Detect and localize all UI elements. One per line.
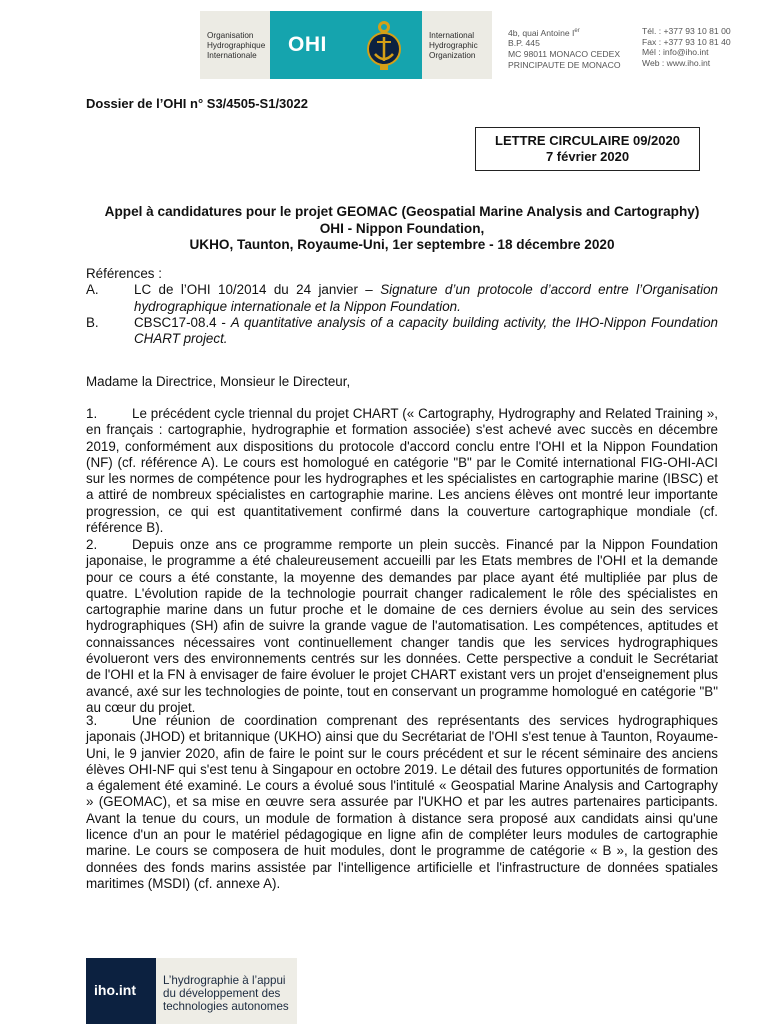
- anchor-emblem-icon: [364, 18, 404, 72]
- address-street: 4b, quai Antoine I: [508, 27, 575, 38]
- tagline-line: du développement des: [163, 987, 281, 1000]
- org-name-fr: [207, 31, 265, 61]
- paragraph-number: 3.: [86, 713, 98, 728]
- title-line: UKHO, Taunton, Royaume-Uni, 1er septembre - 18 décembre 2020: [189, 237, 615, 252]
- header-center-panel: [270, 11, 422, 79]
- org-name-fr-line: Hydrographique: [207, 41, 266, 50]
- paragraph-text: Le précédent cycle triennal du projet CHART (« Cartography, Hydrography and Related Training », en français : cartographie, hydrographie et formation associée) s'est achevé avec succès en décembre 2019, conformément aux dispositions du protocole d'accord conclu entre l'OHI et la Nippon Foundation (NF) (cf. référence A). Le cours est homologué en catégorie "B" par le Comité international FIG-OHI-ACI sur les normes de compétence pour les hydrographes et les spécialistes en cartographie marine (IBSC) et a attiré de nombreux spécialistes en cartographie marine. Les anciens élèves ont montré leur importante progression, ce qui est quantitativement confirmé dans la couverture cartographique mondiale (cf. référence B).: [86, 406, 718, 536]
- paragraph-3: [86, 713, 718, 892]
- footer-site-link[interactable]: iho.int: [94, 982, 136, 998]
- email-link[interactable]: Mél : info@iho.int: [642, 47, 709, 58]
- paragraph-2: [86, 537, 718, 716]
- org-name-fr-line: Organisation: [207, 31, 254, 40]
- phone: Tél. : +377 93 10 81 00: [642, 26, 731, 36]
- footer-site-panel: [86, 958, 156, 1024]
- reference-letter: A.: [86, 282, 99, 298]
- org-name-en: [429, 31, 478, 61]
- paragraph-number: 1.: [86, 406, 98, 421]
- paragraph-text: Une réunion de coordination comprenant des représentants des services hydrographiques japonais (JHOD) et britannique (UKHO) ainsi que du Secrétariat de l'OHI s'est tenue à Taunton, Royaume-Uni, le 9 janvier 2020, afin de faire le point sur le cours précédent et sur le récent séminaire des anciens élèves OHI-NF qui s'est tenu à Singapour en octobre 2019. Le détail des futures opportunités de formation a également été examiné. Le cours a évolué sous l'intitulé « Geospatial Marine Analysis and Cartography » (GEOMAC), et sa mise en œuvre sera assurée par l'UKHO et par les autres partenaires participants. Avant la tenue du cours, un module de formation à distance sera proposé aux candidats ainsi qu'une licence d'un an pour le matériel pédagogique en ligne afin de compléter leurs modules de cartographie marine. Le cours se composera de huit modules, dont le programme de catégorie « B », la gestion des données des fonds marins assistée par l'intelligence artificielle et l'infrastructure de données spatiales maritimes (MSDI) (cf. annexe A).: [86, 713, 718, 891]
- circular-letter-date: 7 février 2020: [545, 149, 630, 164]
- org-name-fr-line: Internationale: [207, 51, 257, 60]
- address-superscript: er: [574, 28, 580, 34]
- tagline-line: technologies autonomes: [163, 1000, 289, 1013]
- org-name-en-line: Organization: [429, 51, 476, 60]
- address-line: B.P. 445: [508, 38, 540, 49]
- document-title: [86, 204, 718, 254]
- title-line: Appel à candidatures pour le projet GEOMAC (Geospatial Marine Analysis and Cartography): [104, 204, 700, 219]
- header-right-panel: [422, 11, 492, 79]
- dossier-number: Dossier de l’OHI n° S3/4505-S1/3022: [86, 96, 308, 111]
- ohi-logo-text: OHI: [288, 33, 327, 56]
- address-line: PRINCIPAUTE DE MONACO: [508, 59, 621, 70]
- reference-title: A quantitative analysis of a capacity building activity, the IHO-Nippon Foundation CHART project.: [134, 314, 718, 347]
- contact-info: [642, 26, 731, 68]
- circular-letter-box: [475, 127, 700, 171]
- org-name-en-line: International: [429, 31, 475, 40]
- website-link[interactable]: Web : www.iho.int: [642, 57, 711, 68]
- fax: Fax : +377 93 10 81 40: [642, 36, 731, 47]
- address-line: MC 98011 MONACO CEDEX: [508, 49, 621, 60]
- paragraph-number: 2.: [86, 537, 98, 552]
- paragraph-1: [86, 406, 718, 536]
- references-heading: Références :: [86, 266, 162, 281]
- reference-text: [134, 282, 718, 315]
- header-left-panel: [200, 11, 270, 79]
- tagline-line: L’hydrographie à l’appui: [163, 974, 286, 987]
- reference-prefix: LC de l’OHI 10/2014 du 24 janvier –: [134, 282, 381, 298]
- address-line: [508, 26, 621, 38]
- salutation: Madame la Directrice, Monsieur le Directeur,: [86, 374, 351, 389]
- reference-letter: B.: [86, 314, 99, 330]
- reference-item: [86, 282, 718, 315]
- footer-tagline: [163, 974, 289, 1013]
- postal-address: [508, 26, 621, 70]
- header-logo-block: [200, 11, 492, 79]
- title-line: OHI - Nippon Foundation,: [319, 220, 485, 236]
- reference-title: Signature d’un protocole d’accord entre l’Organisation hydrographique internationale et la Nippon Foundation.: [134, 282, 718, 314]
- reference-text: [134, 315, 718, 348]
- footer-tagline-panel: [156, 958, 297, 1024]
- footer-banner: [86, 958, 297, 1024]
- reference-item: [86, 315, 718, 348]
- circular-letter-number: LETTRE CIRCULAIRE 09/2020: [495, 133, 680, 148]
- reference-prefix: CBSC17-08.4 -: [134, 314, 231, 330]
- paragraph-text: Depuis onze ans ce programme remporte un plein succès. Financé par la Nippon Foundation japonaise, le programme a été chaleureusement accueilli par les Etats membres de l'OHI et la demande pour ce cours a été constante, la moyenne des demandes par place ayant été multipliée par plus de quatre. L'évolution rapide de la technologie pourrait changer radicalement le rôle des spécialistes en cartographie marine dans un futur proche et le domaine de ces derniers évolue au sein des services hydrographiques (SH) afin de suivre la grande vague de l'automatisation. Les compétences, aptitudes et connaissances nécessaires vont continuellement changer tandis que les services hydrographiques évolueront vers des environnements centrés sur les données. Cette perspective a conduit le Secrétariat de l'OHI et la FN à envisager de faire évoluer le projet CHART existant vers un projet d'enseignement plus avancé, axé sur les technologies de pointe, tout en conservant un programme homologué en catégorie "B" au cœur du projet.: [86, 537, 718, 715]
- references-section: [86, 266, 718, 347]
- org-name-en-line: Hydrographic: [429, 41, 478, 50]
